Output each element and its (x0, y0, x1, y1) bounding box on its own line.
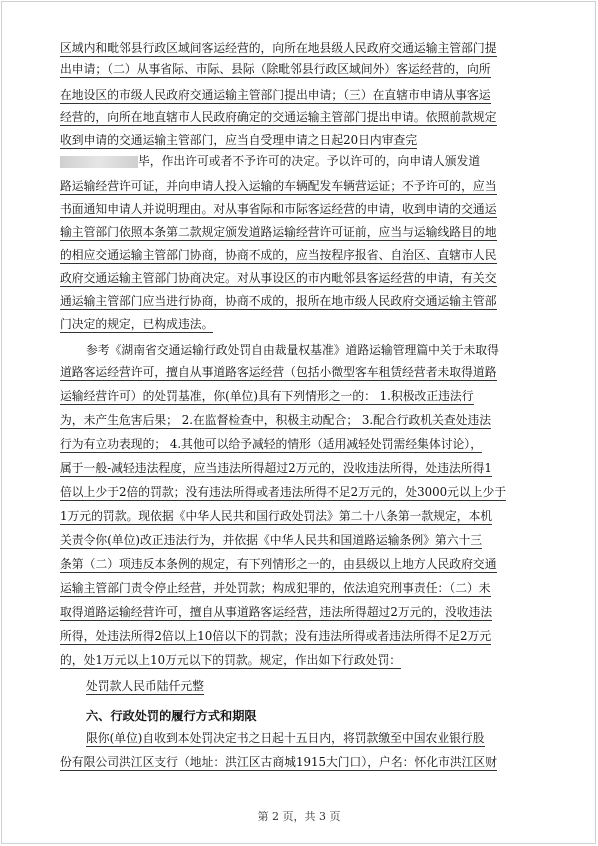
text-line: 1万元的罚款。现依据《中华人民共和国行政处罚法》第二十八条第一款规定，本机 (60, 509, 493, 523)
text-line: 输主管部门依照本条第二款规定颁发道路运输经营许可证前，应当与运输线路目的地 (60, 225, 497, 239)
text-line: 路运输经营许可证，并向申请人投入运输的车辆配发车辆营运证；不予许可的，应当 (60, 179, 497, 193)
text-line: 经营的，向所在地直辖市人民政府确定的交通运输主管部门提出申请。依照前款规定 (60, 110, 497, 124)
page-number-footer: 第 2 页，共 3 页 (257, 810, 341, 823)
penalty-amount: 处罚款人民币陆仟元整 (86, 679, 204, 693)
text-line: 的，处1万元以上10万元以下的罚款。规定，作出如下行政处罚： (60, 653, 402, 667)
text-line: 份有限公司洪江区支行（地址：洪江区古商城1915大门口），户名：怀化市洪江区财 (60, 755, 498, 769)
text-line: 的相应交通运输主管部门协商，协商不成的，应当按程序报省、自治区、直辖市人民 (60, 248, 497, 262)
text-line: 在地设区的市级人民政府交通运输主管部门提出申请；（三）在直辖市申请从事客运 (60, 88, 491, 102)
text-fragment: 毕，作出许可或者不予许可的决定。予以许可的，向申请人颁发道 (138, 154, 481, 168)
text-line: 所得，处违法所得2倍以上10倍以下的罚款；没有违法所得或者违法所得不足2万元 (60, 629, 492, 643)
text-line: 通运输主管部门应当进行协商，协商不成的，报所在地市级人民政府交通运输主管部 (60, 294, 497, 308)
text-line: 倍以上少于2倍的罚款；没有违法所得或者违法所得不足2万元的，处3000元以上少于 (60, 485, 507, 499)
text-line: 条第（二）项违反本条例的规定，有下列情形之一的，由县级以上地方人民政府交通 (60, 557, 497, 571)
text-line: 属于一般-减轻违法程度，应当违法所得超过2万元的，没收违法所得，处违法所得1 (60, 461, 492, 475)
text-line: 区域内和毗邻县行政区域间客运经营的，向所在地县级人民政府交通运输主管部门提 (60, 41, 497, 55)
text-line: 出申请；（二）从事省际、市际、县际（除毗邻县行政区域间外）客运经营的，向所 (60, 62, 491, 76)
text-line: 政府交通运输主管部门协商决定。对从事设区的市内毗邻县客运经营的申请，有关交 (60, 271, 497, 285)
text-line: 运输主管部门责令停止经营，并处罚款；构成犯罪的，依法追究刑事责任：（二）未 (60, 581, 491, 595)
text-line: 门决定的规定，已构成违法。 (60, 317, 214, 331)
text-line: 行为有立功表现的； 4.其他可以给予减轻的情形（适用减轻处罚需经集体讨论）， (60, 437, 482, 451)
text-line: 收到申请的交通运输主管部门，应当自受理申请之日起20日内审查完 (60, 133, 418, 147)
section-heading: 六、行政处罚的履行方式和期限 (86, 709, 257, 723)
text-line: 限你(单位)自收到本处罚决定书之日起十五日内，将罚款缴至中国农业银行股 (86, 731, 485, 745)
text-line: 道路客运经营许可，擅自从事道路客运经营（包括小微型客车租赁经营者未取得道路 (60, 365, 497, 379)
text-line: 关责令你(单位)改正违法行为，并依据《中华人民共和国道路运输条例》第六十三 (60, 533, 483, 547)
redaction-mark (60, 156, 138, 168)
text-line: 参考《湖南省交通运输行政处罚自由裁量权基准》道路运输管理篇中关于未取得 (86, 343, 499, 357)
text-line: 为，未产生危害后果； 2.在监督检查中，积极主动配合； 3.配合行政机关查处违法 (60, 413, 492, 427)
text-line: 书面通知申请人并说明理由。对从事省际和市际客运经营的申请，收到申请的交通运 (60, 202, 497, 216)
text-line: 取得道路运输经营许可，擅自从事道路客运经营，违法所得超过2万元的，没收违法 (60, 605, 493, 619)
text-line-redacted (60, 154, 480, 168)
text-line: 运输经营许可）的处罚基准，你(单位)具有下列情形之一的： 1.积极改正违法行 (60, 389, 474, 403)
